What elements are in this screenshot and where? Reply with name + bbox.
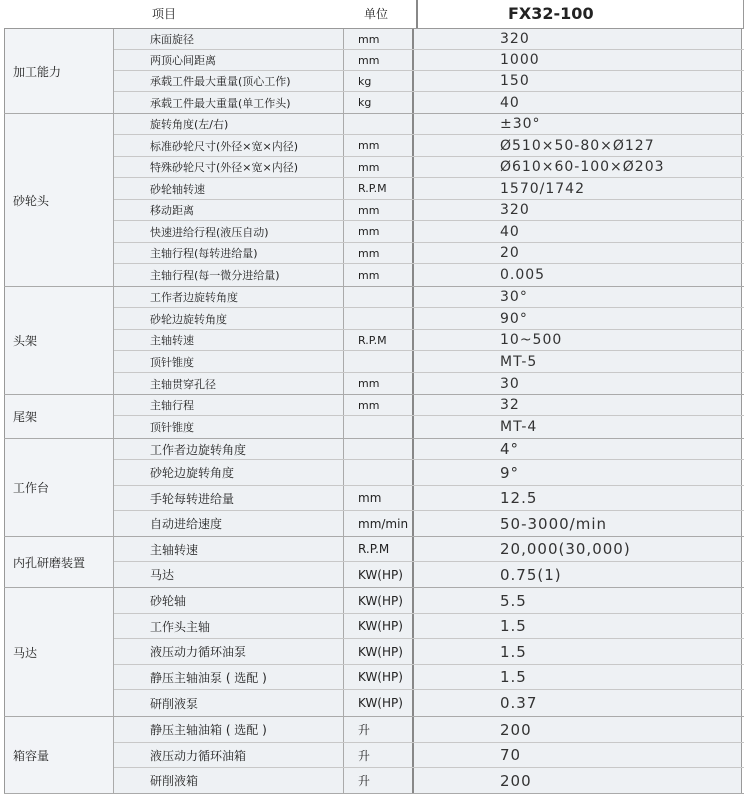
group-name: 工作台 bbox=[4, 439, 114, 536]
table-row bbox=[106, 114, 744, 135]
spec-value: 1570/1742 bbox=[414, 178, 742, 199]
table-row bbox=[106, 200, 744, 221]
table-row bbox=[106, 486, 744, 511]
header-item: 项目 bbox=[152, 7, 177, 21]
spec-unit: mm bbox=[344, 243, 414, 263]
spec-unit: 升 bbox=[344, 743, 414, 767]
table-row bbox=[106, 157, 744, 178]
group-name: 砂轮头 bbox=[4, 114, 114, 286]
spec-item: 自动进给速度 bbox=[106, 511, 344, 536]
table-row bbox=[106, 264, 744, 286]
spec-value: 1.5 bbox=[414, 614, 742, 638]
table-row bbox=[106, 690, 744, 716]
spec-unit: mm bbox=[344, 264, 414, 286]
table-row bbox=[106, 373, 744, 394]
spec-item: 液压动力循环油泵 bbox=[106, 639, 344, 664]
spec-item: 两顶心间距离 bbox=[106, 50, 344, 70]
spec-item: 主轴转速 bbox=[106, 330, 344, 350]
spec-groups bbox=[4, 29, 744, 794]
spec-unit: KW(HP) bbox=[344, 614, 414, 638]
table-row bbox=[106, 221, 744, 243]
spec-unit: mm bbox=[344, 373, 414, 394]
table-row bbox=[106, 537, 744, 562]
table-row bbox=[106, 308, 744, 330]
spec-item: 移动距离 bbox=[106, 200, 344, 220]
spec-value: 200 bbox=[414, 717, 742, 742]
spec-value: 90° bbox=[414, 308, 742, 329]
table-row bbox=[106, 92, 744, 113]
spec-group bbox=[4, 395, 744, 439]
spec-value: 320 bbox=[414, 200, 742, 220]
table-header bbox=[4, 0, 744, 29]
spec-unit: mm bbox=[344, 395, 414, 415]
spec-value: 0.37 bbox=[414, 690, 742, 716]
spec-unit bbox=[344, 416, 414, 438]
spec-group bbox=[4, 588, 744, 717]
spec-item: 主轴转速 bbox=[106, 537, 344, 561]
table-row bbox=[106, 351, 744, 373]
table-row bbox=[106, 287, 744, 308]
spec-unit: mm bbox=[344, 200, 414, 220]
table-row bbox=[106, 511, 744, 536]
spec-value: 12.5 bbox=[414, 486, 742, 510]
spec-item: 工作者边旋转角度 bbox=[106, 439, 344, 459]
spec-item: 主轴行程 bbox=[106, 395, 344, 415]
spec-value: 4° bbox=[414, 439, 742, 459]
spec-item: 砂轮轴转速 bbox=[106, 178, 344, 199]
table-row bbox=[106, 588, 744, 614]
spec-unit: 升 bbox=[344, 717, 414, 742]
spec-unit bbox=[344, 351, 414, 372]
group-name: 马达 bbox=[4, 588, 114, 716]
spec-unit: KW(HP) bbox=[344, 588, 414, 613]
spec-unit: mm bbox=[344, 486, 414, 510]
spec-group bbox=[4, 29, 744, 114]
spec-item: 承载工件最大重量(单工作头) bbox=[106, 92, 344, 113]
spec-unit bbox=[344, 114, 414, 134]
spec-unit: R.P.M bbox=[344, 178, 414, 199]
spec-value: 30 bbox=[414, 373, 742, 394]
table-row bbox=[106, 639, 744, 665]
table-row bbox=[106, 562, 744, 587]
spec-item: 手轮每转进给量 bbox=[106, 486, 344, 510]
table-row bbox=[106, 50, 744, 71]
spec-item: 主轴行程(每转进给量) bbox=[106, 243, 344, 263]
spec-unit: kg bbox=[344, 92, 414, 113]
spec-item: 主轴贯穿孔径 bbox=[106, 373, 344, 394]
spec-value: MT-5 bbox=[414, 351, 742, 372]
spec-item: 研削液泵 bbox=[106, 690, 344, 716]
spec-value: MT-4 bbox=[414, 416, 742, 438]
table-row bbox=[106, 395, 744, 416]
table-row bbox=[106, 178, 744, 200]
spec-item: 砂轮轴 bbox=[106, 588, 344, 613]
spec-value: 5.5 bbox=[414, 588, 742, 613]
spec-value: 1.5 bbox=[414, 665, 742, 689]
group-name: 头架 bbox=[4, 287, 114, 394]
spec-item: 砂轮边旋转角度 bbox=[106, 460, 344, 485]
spec-value: 30° bbox=[414, 287, 742, 307]
table-row bbox=[106, 768, 744, 793]
spec-unit: kg bbox=[344, 71, 414, 91]
spec-group bbox=[4, 114, 744, 287]
spec-item: 旋转角度(左/右) bbox=[106, 114, 344, 134]
spec-item: 承载工件最大重量(顶心工作) bbox=[106, 71, 344, 91]
spec-item: 工作头主轴 bbox=[106, 614, 344, 638]
spec-unit: mm bbox=[344, 50, 414, 70]
spec-unit bbox=[344, 308, 414, 329]
spec-unit: KW(HP) bbox=[344, 665, 414, 689]
table-row bbox=[106, 460, 744, 486]
spec-value: 20,000(30,000) bbox=[414, 537, 742, 561]
table-row bbox=[106, 243, 744, 264]
spec-value: 50-3000/min bbox=[414, 511, 742, 536]
spec-unit: mm bbox=[344, 221, 414, 242]
spec-value: Ø610×60-100×Ø203 bbox=[414, 157, 742, 177]
spec-value: 320 bbox=[414, 29, 742, 49]
spec-value: 20 bbox=[414, 243, 742, 263]
spec-item: 静压主轴油泵 ( 选配 ) bbox=[106, 665, 344, 689]
spec-unit bbox=[344, 439, 414, 459]
spec-item: 主轴行程(每一微分进给量) bbox=[106, 264, 344, 286]
group-name: 尾架 bbox=[4, 395, 114, 438]
spec-value: 150 bbox=[414, 71, 742, 91]
spec-value: 0.75(1) bbox=[414, 562, 742, 587]
spec-unit: KW(HP) bbox=[344, 690, 414, 716]
spec-item: 特殊砂轮尺寸(外径×宽×内径) bbox=[106, 157, 344, 177]
table-row bbox=[106, 330, 744, 351]
spec-item: 顶针锥度 bbox=[106, 351, 344, 372]
spec-unit: R.P.M bbox=[344, 330, 414, 350]
spec-unit: KW(HP) bbox=[344, 639, 414, 664]
group-name: 内孔研磨装置 bbox=[4, 537, 114, 587]
table-row bbox=[106, 439, 744, 460]
spec-unit: KW(HP) bbox=[344, 562, 414, 587]
spec-item: 静压主轴油箱 ( 选配 ) bbox=[106, 717, 344, 742]
spec-group bbox=[4, 717, 744, 794]
spec-group bbox=[4, 287, 744, 395]
spec-unit: 升 bbox=[344, 768, 414, 793]
table-row bbox=[106, 29, 744, 50]
spec-unit bbox=[344, 287, 414, 307]
spec-item: 快速进给行程(液压自动) bbox=[106, 221, 344, 242]
table-row bbox=[106, 71, 744, 92]
spec-value: ±30° bbox=[414, 114, 742, 134]
group-name: 箱容量 bbox=[4, 717, 114, 793]
spec-value: 32 bbox=[414, 395, 742, 415]
spec-unit bbox=[344, 460, 414, 485]
spec-value: 70 bbox=[414, 743, 742, 767]
spec-item: 马达 bbox=[106, 562, 344, 587]
header-unit: 单位 bbox=[364, 7, 389, 21]
spec-value: 1.5 bbox=[414, 639, 742, 664]
spec-value: 40 bbox=[414, 92, 742, 113]
spec-item: 研削液箱 bbox=[106, 768, 344, 793]
spec-group bbox=[4, 537, 744, 588]
table-row bbox=[106, 665, 744, 690]
spec-value: 1000 bbox=[414, 50, 742, 70]
spec-value: Ø510×50-80×Ø127 bbox=[414, 135, 742, 156]
table-row bbox=[106, 135, 744, 157]
group-name: 加工能力 bbox=[4, 29, 114, 113]
spec-item: 标准砂轮尺寸(外径×宽×内径) bbox=[106, 135, 344, 156]
spec-value: 0.005 bbox=[414, 264, 742, 286]
spec-value: 40 bbox=[414, 221, 742, 242]
spec-value: 10~500 bbox=[414, 330, 742, 350]
spec-unit: mm/min bbox=[344, 511, 414, 536]
spec-unit: mm bbox=[344, 157, 414, 177]
table-row bbox=[106, 717, 744, 743]
spec-item: 砂轮边旋转角度 bbox=[106, 308, 344, 329]
header-model: FX32-100 bbox=[416, 0, 744, 28]
spec-group bbox=[4, 439, 744, 537]
spec-value: 200 bbox=[414, 768, 742, 793]
table-row bbox=[106, 614, 744, 639]
spec-unit: mm bbox=[344, 29, 414, 49]
spec-item: 床面旋径 bbox=[106, 29, 344, 49]
table-row bbox=[106, 743, 744, 768]
spec-item: 顶针锥度 bbox=[106, 416, 344, 438]
spec-item: 工作者边旋转角度 bbox=[106, 287, 344, 307]
spec-value: 9° bbox=[414, 460, 742, 485]
spec-unit: mm bbox=[344, 135, 414, 156]
spec-table bbox=[4, 0, 744, 794]
spec-item: 液压动力循环油箱 bbox=[106, 743, 344, 767]
table-row bbox=[106, 416, 744, 438]
spec-unit: R.P.M bbox=[344, 537, 414, 561]
